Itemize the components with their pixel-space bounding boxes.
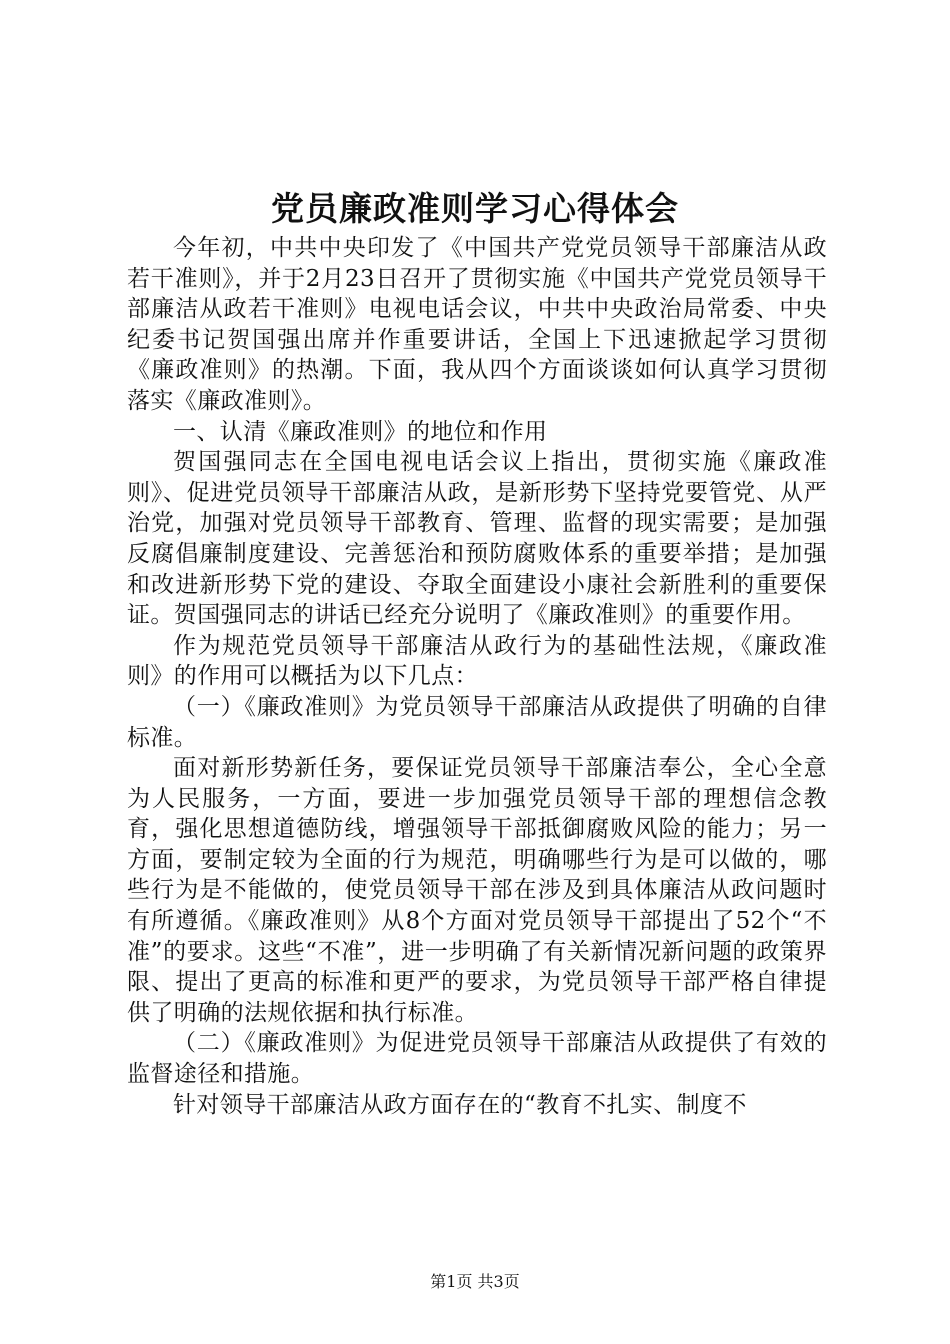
paragraph-summary: 作为规范党员领导干部廉洁从政行为的基础性法规，《廉政准则》的作用可以概括为以下几点： bbox=[127, 632, 827, 690]
section-heading-1: 一、认清《廉政准则》的地位和作用 bbox=[173, 418, 548, 445]
document-body bbox=[127, 233, 827, 1120]
paragraph-supervision: 针对领导干部廉洁从政方面存在的“教育不扎实、制度不 bbox=[173, 1091, 747, 1118]
paragraph-intro: 今年初，中共中央印发了《中国共产党党员领导干部廉洁从政若干准则》，并于2月23日召开了贯彻实施《中国共产党党员领导干部廉洁从政若干准则》电视电话会议，中共中央政治局常委、中央纪委书记贺国强出席并作重要讲话，全国上下迅速掀起学习贯彻《廉政准则》的热潮。下面，我从四个方面谈谈如何认真学习贯彻落实《廉政准则》。 bbox=[127, 235, 827, 414]
paragraph-standards: 面对新形势新任务，要保证党员领导干部廉洁奉公，全心全意为人民服务，一方面，要进一步加强党员领导干部的理想信念教育，强化思想道德防线，增强领导干部抵御腐败风险的能力；另一方面，要制定较为全面的行为规范，明确哪些行为是可以做的，哪些行为是不能做的，使党员领导干部在涉及到具体廉洁从政问题时有所遵循。《廉政准则》从8个方面对党员领导干部提出了52个“不准”的要求。这些“不准”，进一步明确了有关新情况新问题的政策界限、提出了更高的标准和更严的要求，为党员领导干部严格自律提供了明确的法规依据和执行标准。 bbox=[127, 755, 827, 1026]
subsection-heading-2: （二）《廉政准则》为促进党员领导干部廉洁从政提供了有效的监督途径和措施。 bbox=[127, 1030, 827, 1088]
page-footer: 第1页 共3页 bbox=[430, 1272, 520, 1291]
document-title: 党员廉政准则学习心得体会 bbox=[271, 189, 679, 228]
paragraph-role: 贺国强同志在全国电视电话会议上指出，贯彻实施《廉政准则》、促进党员领导干部廉洁从政，是新形势下坚持党要管党、从严治党，加强对党员领导干部教育、管理、监督的现实需要；是加强反腐倡廉制度建设、完善惩治和预防腐败体系的重要举措；是加强和改进新形势下党的建设、夺取全面建设小康社会新胜利的重要保证。贺国强同志的讲话已经充分说明了《廉政准则》的重要作用。 bbox=[127, 449, 827, 629]
subsection-heading-1: （一）《廉政准则》为党员领导干部廉洁从政提供了明确的自律标准。 bbox=[127, 693, 827, 751]
